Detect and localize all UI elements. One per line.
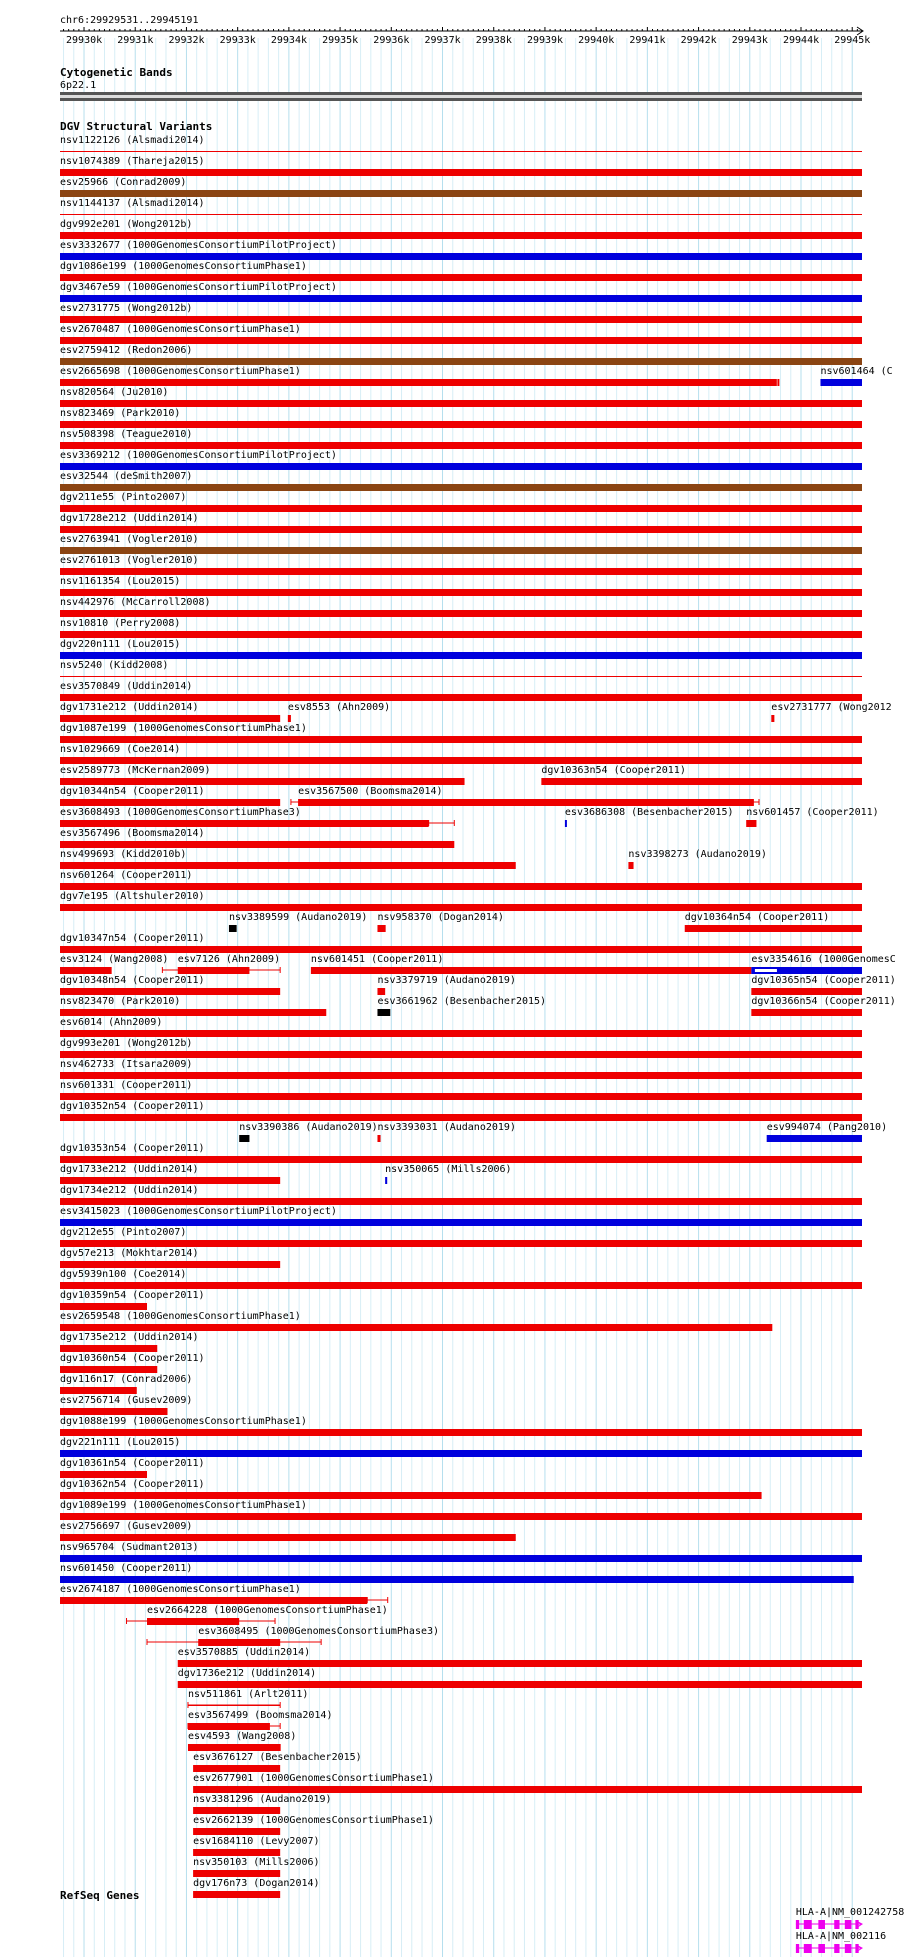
cytobands-title: Cytogenetic Bands (60, 66, 173, 79)
dgv-variant-bar (147, 1618, 239, 1625)
dgv-variant-bar (628, 862, 633, 869)
dgv-variant-bar (193, 1765, 280, 1772)
ruler-tick-label: 29933k (219, 35, 256, 46)
dgv-variant-label[interactable]: esv2665698 (1000GenomesConsortiumPhase1) (60, 366, 301, 377)
dgv-variant-label[interactable]: esv2662139 (1000GenomesConsortiumPhase1) (193, 1815, 434, 1826)
dgv-variant-bar (188, 1723, 270, 1730)
dgv-variant-bar (60, 379, 777, 386)
dgv-variant-bar (60, 862, 516, 869)
dgv-variant-bar (60, 214, 862, 215)
dgv-variant-label[interactable]: dgv10364n54 (Cooper2011) (684, 912, 830, 923)
dgv-variant-label[interactable]: nsv601450 (Cooper2011) (60, 1563, 193, 1574)
dgv-variant-bar (60, 841, 454, 848)
dgv-variant-label[interactable]: esv3608493 (1000GenomesConsortiumPhase3) (60, 807, 301, 818)
dgv-variant-label[interactable]: esv2664228 (1000GenomesConsortiumPhase1) (147, 1605, 388, 1616)
dgv-variant-bar (60, 1156, 862, 1163)
dgv-variant-label[interactable]: esv3332677 (1000GenomesConsortiumPilotProject) (60, 240, 337, 251)
dgv-variant-label[interactable]: esv2670487 (1000GenomesConsortiumPhase1) (60, 324, 301, 335)
dgv-variant-label[interactable]: dgv176n73 (Dogan2014) (193, 1878, 320, 1889)
dgv-variant-label[interactable]: esv6014 (Ahn2009) (60, 1017, 163, 1028)
ruler-tick-label: 29930k (66, 35, 103, 46)
dgv-variant-label[interactable]: nsv601264 (Cooper2011) (60, 870, 193, 881)
dgv-variant-label[interactable]: nsv1074389 (Thareja2015) (60, 156, 205, 167)
dgv-variant-bar (298, 799, 754, 806)
dgv-variant-bar (178, 967, 250, 974)
gene-exon (845, 1944, 852, 1953)
dgv-variant-bar (685, 925, 862, 932)
dgv-variant-bar (60, 547, 862, 554)
ruler-tick-label: 29936k (373, 35, 410, 46)
dgv-variant-bar (377, 1009, 390, 1016)
dgv-variant-label[interactable]: dgv116n17 (Conrad2006) (60, 1374, 193, 1385)
ruler-tick-label: 29935k (322, 35, 359, 46)
dgv-variant-bar (60, 1492, 762, 1499)
dgv-variant-bar (60, 295, 862, 302)
dgv-variant-label[interactable]: esv7126 (Ahn2009) (177, 954, 281, 965)
dgv-variant-label[interactable]: esv3661962 (Besenbacher2015) (377, 996, 547, 1007)
dgv-variant-label[interactable]: esv3676127 (Besenbacher2015) (193, 1752, 362, 1763)
dgv-variant-label[interactable]: nsv1029669 (Coe2014) (60, 744, 181, 755)
gene-exon (818, 1920, 825, 1929)
ruler-tick-label: 29944k (783, 35, 820, 46)
dgv-variant-bar (60, 694, 862, 701)
coordinates-label: chr6:29929531..29945191 (60, 15, 199, 26)
ruler-tick-label: 29941k (629, 35, 666, 46)
dgv-variant-bar (60, 883, 862, 890)
ruler-tick-label: 29943k (731, 35, 768, 46)
dgv-variant-bar (60, 1051, 862, 1058)
dgv-variant-label[interactable]: esv3570849 (Uddin2014) (60, 681, 193, 692)
dgv-variant-label[interactable]: nsv958370 (Dogan2014) (377, 912, 504, 923)
ruler-tick-label: 29939k (526, 35, 564, 46)
dgv-variant-bar (377, 988, 385, 995)
dgv-variant-label[interactable]: dgv10347n54 (Cooper2011) (60, 933, 205, 944)
dgv-variant-label[interactable]: esv3354616 (1000GenomesC (751, 954, 896, 965)
dgv-variant-label[interactable]: dgv211e55 (Pinto2007) (60, 492, 187, 503)
dgv-variant-bar (60, 988, 280, 995)
dgv-variant-label[interactable]: dgv10344n54 (Cooper2011) (60, 786, 205, 797)
dgv-variant-bar (60, 1366, 157, 1373)
dgv-variant-label[interactable]: nsv3379719 (Audano2019) (377, 975, 516, 986)
cytoband-label: 6p22.1 (60, 80, 97, 91)
dgv-variant-bar (60, 190, 862, 197)
dgv-variant-bar (60, 589, 862, 596)
dgv-variant-label[interactable]: nsv10810 (Perry2008) (60, 618, 181, 629)
dgv-variant-label[interactable]: dgv3467e59 (1000GenomesConsortiumPilotProject) (60, 282, 337, 293)
dgv-variant-bar (60, 820, 429, 827)
dgv-variant-bar (198, 1639, 280, 1646)
dgv-variant-label[interactable]: esv3567496 (Boomsma2014) (60, 828, 205, 839)
dgv-variant-bar (239, 1135, 249, 1142)
dgv-variant-label[interactable]: dgv10360n54 (Cooper2011) (60, 1353, 205, 1364)
dgv-variant-bar (60, 169, 862, 176)
dgv-variant-label[interactable]: dgv1086e199 (1000GenomesConsortiumPhase1) (60, 261, 307, 272)
dgv-variant-label[interactable]: dgv10353n54 (Cooper2011) (60, 1143, 205, 1154)
gene-exon (834, 1920, 839, 1929)
dgv-variant-label[interactable]: nsv3398273 (Audano2019) (628, 849, 767, 860)
dgv-variant-label[interactable]: esv2677901 (1000GenomesConsortiumPhase1) (193, 1773, 434, 1784)
dgv-variant-bar (60, 526, 862, 533)
dgv-variant-bar (60, 1534, 516, 1541)
dgv-variant-bar (60, 232, 862, 239)
dgv-variant-bar (377, 925, 385, 932)
dgv-variant-label[interactable]: nsv442976 (McCarroll2008) (60, 597, 211, 608)
cytoband-stripe (60, 95, 862, 98)
gene-exon (796, 1944, 799, 1953)
dgv-variant-label[interactable]: dgv1731e212 (Uddin2014) (60, 702, 199, 713)
gene-exon (804, 1920, 812, 1929)
dgv-variant-bar (60, 1093, 862, 1100)
dgv-variant-label[interactable]: nsv823470 (Park2010) (60, 996, 181, 1007)
dgv-variant-bar (178, 1681, 862, 1688)
dgv-variant-bar (60, 1576, 854, 1583)
dgv-variant-bar (541, 778, 862, 785)
dgv-variant-bar (60, 316, 862, 323)
dgv-variant-label[interactable]: nsv601451 (Cooper2011) (310, 954, 444, 965)
dgv-variant-bar (60, 274, 862, 281)
dgv-variant-label[interactable]: dgv10366n54 (Cooper2011) (751, 996, 896, 1007)
dgv-variant-bar (178, 1660, 862, 1667)
dgv-variant-label[interactable]: esv2761013 (Vogler2010) (60, 555, 199, 566)
dgv-variant-label[interactable]: esv994074 (Pang2010) (766, 1122, 888, 1133)
dgv-variant-bar (60, 1177, 280, 1184)
dgv-variant-label[interactable]: esv2731777 (Wong2012 (771, 702, 892, 713)
dgv-variant-label[interactable]: esv3567499 (Boomsma2014) (187, 1710, 333, 1721)
dgv-variant-bar (188, 1705, 280, 1706)
dgv-variant-bar (60, 1282, 862, 1289)
dgv-variant-bar (193, 1870, 280, 1877)
ruler-tick-label: 29938k (475, 35, 512, 46)
dgv-variant-bar (60, 1555, 862, 1562)
dgv-variant-bar (60, 400, 862, 407)
dgv-variant-label[interactable]: nsv1144137 (Alsmadi2014) (60, 198, 205, 209)
dgv-variant-bar (60, 1513, 862, 1520)
ruler-tick-label: 29937k (424, 35, 461, 46)
dgv-variant-bar (60, 484, 862, 491)
dgv-variant-label[interactable]: dgv220n111 (Lou2015) (60, 639, 181, 650)
dgv-variant-label[interactable]: nsv1122126 (Alsmadi2014) (60, 135, 205, 146)
dgv-variant-label[interactable]: nsv499693 (Kidd2010b) (60, 849, 187, 860)
dgv-variant-bar (60, 253, 862, 260)
dgv-variant-label[interactable]: nsv3390386 (Audano2019) (239, 1122, 378, 1133)
dgv-variant-bar (60, 610, 862, 617)
dgv-variant-label[interactable]: dgv221n111 (Lou2015) (60, 1437, 181, 1448)
dgv-variant-bar (385, 1177, 387, 1184)
dgv-variant-label[interactable]: esv2674187 (1000GenomesConsortiumPhase1) (60, 1584, 301, 1595)
dgv-variant-bar (60, 1429, 862, 1436)
dgv-variant-bar (60, 1387, 137, 1394)
dgv-variant-label[interactable]: esv1684110 (Levy2007) (193, 1836, 320, 1847)
dgv-variant-label[interactable]: nsv1161354 (Lou2015) (60, 576, 181, 587)
dgv-variant-bar (60, 778, 465, 785)
dgv-variant-label[interactable]: esv2759412 (Redon2006) (60, 345, 193, 356)
dgv-variant-bar (60, 1219, 862, 1226)
dgv-variant-bar (193, 1849, 280, 1856)
dgv-variant-bar (746, 820, 756, 827)
dgv-variant-label[interactable]: nsv3393031 (Audano2019) (377, 1122, 516, 1133)
ruler-tick-label: 29942k (680, 35, 717, 46)
dgv-variant-label[interactable]: esv25966 (Conrad2009) (60, 177, 187, 188)
dgv-variant-label[interactable]: nsv601457 (Cooper2011) (746, 807, 879, 818)
dgv-variant-label[interactable]: dgv1089e199 (1000GenomesConsortiumPhase1) (60, 1500, 307, 1511)
dgv-variant-bar (60, 757, 862, 764)
dgv-variant-label[interactable]: nsv508398 (Teague2010) (60, 429, 193, 440)
dgv-variant-label[interactable]: dgv10362n54 (Cooper2011) (60, 1479, 205, 1490)
dgv-variant-bar (60, 715, 280, 722)
dgv-variant-bar (193, 1807, 280, 1814)
dgv-variant-label[interactable]: esv2763941 (Vogler2010) (60, 534, 199, 545)
dgv-variant-label[interactable]: esv3570885 (Uddin2014) (177, 1647, 311, 1658)
gene-exon (796, 1920, 799, 1929)
dgv-variant-label[interactable]: dgv1736e212 (Uddin2014) (177, 1668, 317, 1679)
dgv-variant-bar (188, 1744, 280, 1751)
dgv-variant-label[interactable]: dgv1735e212 (Uddin2014) (60, 1332, 199, 1343)
dgv-variant-label[interactable]: dgv992e201 (Wong2012b) (60, 219, 193, 230)
dgv-variant-label[interactable]: esv4593 (Wang2008) (187, 1731, 297, 1742)
dgv-variant-label[interactable]: esv8553 (Ahn2009) (287, 702, 391, 713)
dgv-variant-label[interactable]: dgv10359n54 (Cooper2011) (60, 1290, 205, 1301)
dgv-variant-bar (229, 925, 237, 932)
dgv-variant-bar (60, 358, 862, 365)
dgv-variant-label[interactable]: dgv1088e199 (1000GenomesConsortiumPhase1) (60, 1416, 307, 1427)
gene-exon (845, 1920, 852, 1929)
dgv-variant-label[interactable]: nsv462733 (Itsara2009) (60, 1059, 193, 1070)
dgv-variant-label[interactable]: dgv10361n54 (Cooper2011) (60, 1458, 205, 1469)
dgv-variant-bar (193, 1891, 280, 1898)
ruler-tick-label: 29934k (270, 35, 307, 46)
dgv-variant-label[interactable]: nsv820564 (Ju2010) (60, 387, 169, 398)
dgv-variant-bar (60, 568, 862, 575)
dgv-variant-label[interactable]: nsv601464 (C (820, 366, 893, 377)
refseq-gene-label[interactable]: HLA-A|NM_002116 (795, 1931, 887, 1942)
dgv-variant-bar (60, 1072, 862, 1079)
dgv-variant-label[interactable]: esv2659548 (1000GenomesConsortiumPhase1) (60, 1311, 301, 1322)
dgv-variant-label[interactable]: esv3415023 (1000GenomesConsortiumPilotProject) (60, 1206, 337, 1217)
dgv-track-title: DGV Structural Variants (60, 120, 213, 133)
refseq-track-title: RefSeq Genes (60, 1889, 140, 1902)
dgv-variant-label[interactable]: dgv7e195 (Altshuler2010) (60, 891, 205, 902)
dgv-variant-label[interactable]: esv2756697 (Gusev2009) (60, 1521, 193, 1532)
dgv-variant-bar (565, 820, 567, 827)
dgv-variant-label[interactable]: esv3567500 (Boomsma2014) (298, 786, 443, 797)
dgv-variant-label[interactable]: nsv823469 (Park2010) (60, 408, 181, 419)
dgv-variant-bar (60, 421, 862, 428)
dgv-variant-bar (751, 1009, 862, 1016)
gene-exon (804, 1944, 812, 1953)
dgv-variant-bar (60, 1114, 862, 1121)
dgv-variant-bar (60, 337, 862, 344)
dgv-variant-bar (751, 988, 862, 995)
dgv-variant-bar (771, 715, 774, 722)
dgv-variant-bar (60, 736, 862, 743)
dgv-variant-bar (60, 652, 862, 659)
dgv-variant-label[interactable]: nsv5240 (Kidd2008) (60, 660, 169, 671)
dgv-variant-bar (311, 967, 751, 974)
dgv-variant-label[interactable]: esv3608495 (1000GenomesConsortiumPhase3) (198, 1626, 440, 1637)
dgv-variant-label[interactable]: dgv10363n54 (Cooper2011) (541, 765, 686, 776)
dgv-variant-label[interactable]: esv2731775 (Wong2012b) (60, 303, 193, 314)
dgv-variant-bar (60, 1240, 862, 1247)
dgv-variant-bar (60, 1345, 157, 1352)
dgv-variant-label[interactable]: nsv511861 (Arlt2011) (187, 1689, 309, 1700)
dgv-variant-bar (60, 463, 862, 470)
dgv-variant-label[interactable]: esv3124 (Wang2008) (60, 954, 169, 965)
dgv-variant-label[interactable]: dgv1728e212 (Uddin2014) (60, 513, 199, 524)
ruler-tick-label: 29940k (578, 35, 615, 46)
dgv-variant-label[interactable]: esv3369212 (1000GenomesConsortiumPilotProject) (60, 450, 337, 461)
dgv-variant-label[interactable]: nsv601331 (Cooper2011) (60, 1080, 193, 1091)
dgv-variant-label[interactable]: nsv350065 (Mills2006) (385, 1164, 512, 1175)
dgv-variant-label[interactable]: dgv5939n100 (Coe2014) (60, 1269, 187, 1280)
dgv-variant-bar (60, 1408, 167, 1415)
dgv-variant-label[interactable]: dgv57e213 (Mokhtar2014) (60, 1248, 199, 1259)
dgv-variant-label[interactable]: esv3686308 (Besenbacher2015) (564, 807, 734, 818)
dgv-variant-label[interactable]: dgv1734e212 (Uddin2014) (60, 1185, 199, 1196)
refseq-gene-label[interactable]: HLA-A|NM_001242758 (795, 1907, 904, 1918)
dgv-variant-label[interactable]: esv2756714 (Gusev2009) (60, 1395, 193, 1406)
dgv-variant-bar (193, 1786, 862, 1793)
variant-gap (755, 969, 777, 972)
dgv-variant-label[interactable]: dgv10352n54 (Cooper2011) (60, 1101, 205, 1112)
dgv-variant-bar (60, 1471, 147, 1478)
dgv-variant-bar (60, 1009, 326, 1016)
dgv-variant-label[interactable]: dgv1733e212 (Uddin2014) (60, 1164, 199, 1175)
dgv-variant-bar (60, 1597, 367, 1604)
dgv-variant-bar (60, 799, 280, 806)
dgv-variant-bar (60, 1030, 862, 1037)
dgv-variant-bar (60, 631, 862, 638)
ruler-tick-label: 29932k (168, 35, 205, 46)
dgv-variant-bar (60, 676, 862, 677)
dgv-variant-bar (60, 1198, 862, 1205)
dgv-variant-label[interactable]: dgv1087e199 (1000GenomesConsortiumPhase1) (60, 723, 307, 734)
ruler-tick-label: 29931k (117, 35, 154, 46)
dgv-variant-label[interactable]: nsv3389599 (Audano2019) (228, 912, 368, 923)
dgv-variant-label[interactable]: nsv350103 (Mills2006) (193, 1857, 320, 1868)
dgv-variant-bar (377, 1135, 380, 1142)
dgv-variant-label[interactable]: dgv212e55 (Pinto2007) (60, 1227, 187, 1238)
variant-tail (777, 379, 779, 386)
dgv-variant-bar (820, 379, 862, 386)
gene-exon (834, 1944, 839, 1953)
dgv-variant-bar (60, 1303, 147, 1310)
dgv-variant-bar (767, 1135, 862, 1142)
dgv-variant-bar (60, 151, 862, 152)
dgv-variant-bar (60, 505, 862, 512)
dgv-variant-bar (60, 904, 862, 911)
ruler-tick-label: 29945k (834, 35, 871, 46)
gene-exon (818, 1944, 825, 1953)
dgv-variant-bar (60, 967, 111, 974)
dgv-variant-bar (60, 1324, 772, 1331)
dgv-variant-bar (193, 1828, 280, 1835)
dgv-variant-bar (60, 442, 862, 449)
dgv-variant-label[interactable]: esv32544 (deSmith2007) (60, 471, 193, 482)
dgv-variant-label[interactable]: nsv965704 (Sudmant2013) (60, 1542, 199, 1553)
dgv-variant-label[interactable]: esv2589773 (McKernan2009) (60, 765, 211, 776)
dgv-variant-label[interactable]: nsv3381296 (Audano2019) (193, 1794, 332, 1805)
dgv-variant-bar (60, 1261, 280, 1268)
dgv-variant-label[interactable]: dgv10365n54 (Cooper2011) (751, 975, 896, 986)
dgv-variant-label[interactable]: dgv993e201 (Wong2012b) (60, 1038, 193, 1049)
dgv-variant-bar (60, 946, 862, 953)
dgv-variant-label[interactable]: dgv10348n54 (Cooper2011) (60, 975, 205, 986)
dgv-variant-bar (60, 1450, 862, 1457)
